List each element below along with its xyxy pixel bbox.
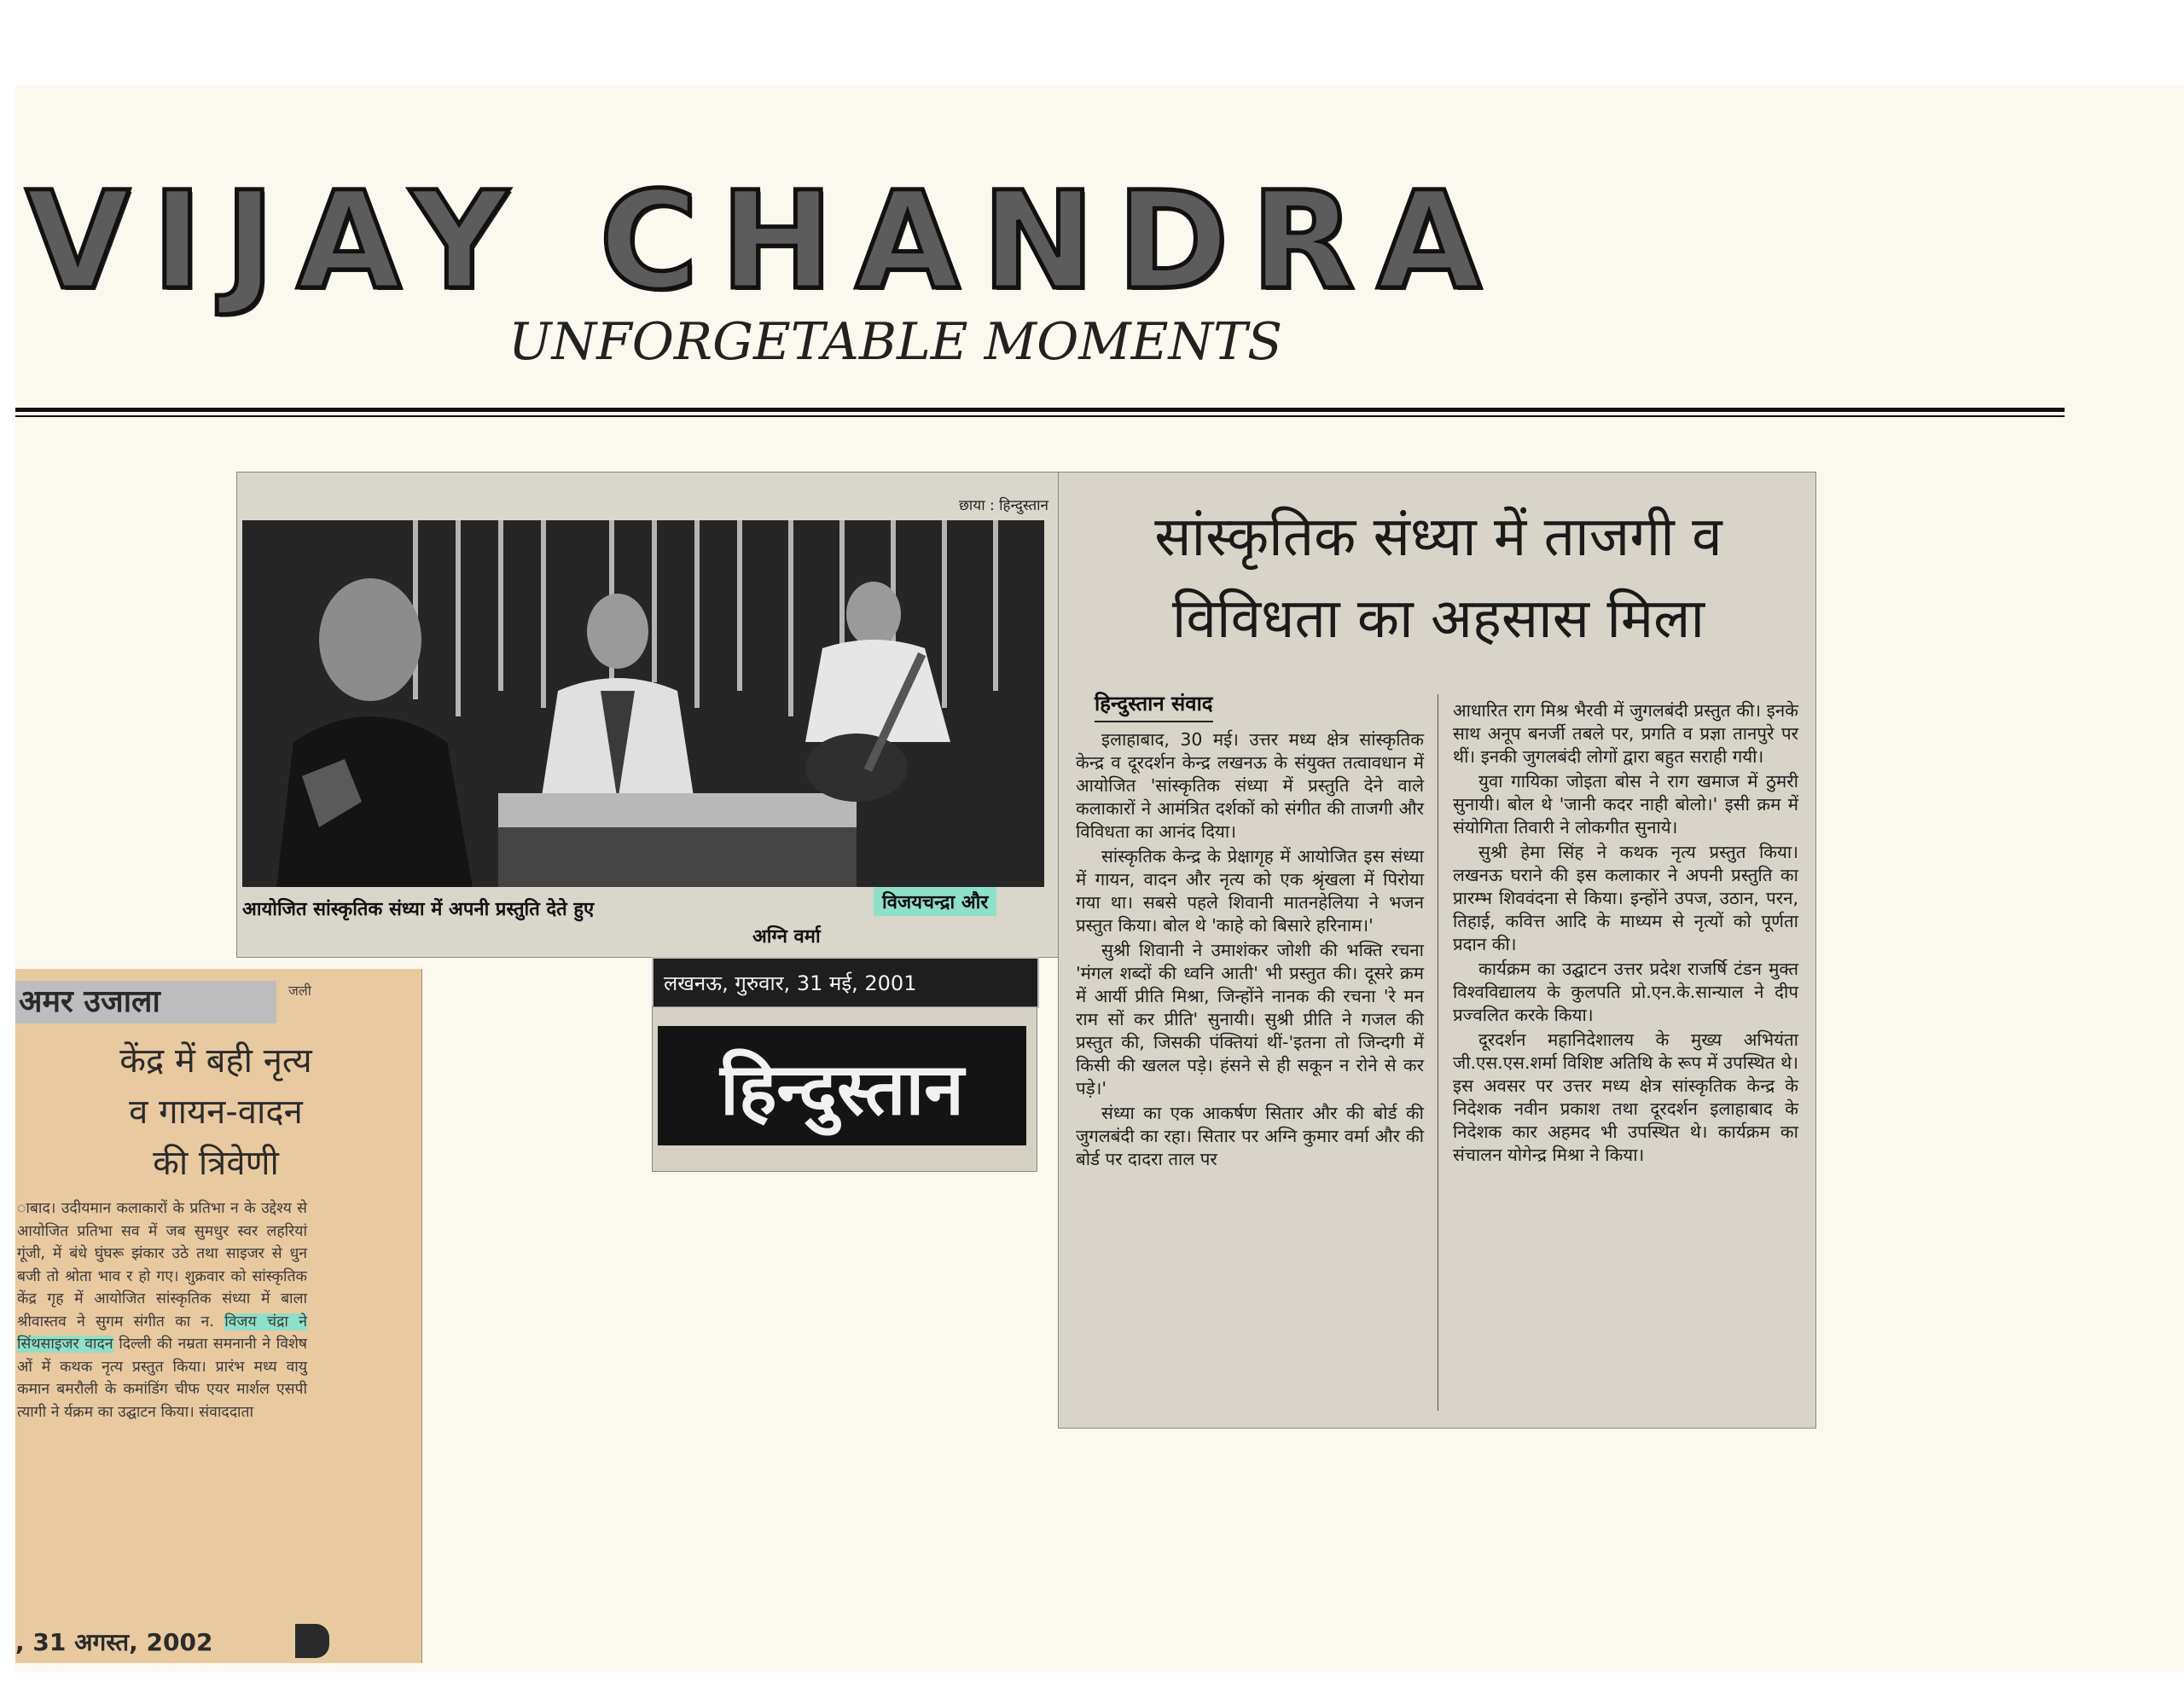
corner-text: जली <box>288 983 311 999</box>
paragraph: सुश्री शिवानी ने उमाशंकर जोशी की भक्ति रचना 'मंगल शब्दों की ध्वनि आती' भी प्रस्तुत की। दूसरे क्रम में आर्यी प्रीति मिश्रा, जिन्होंने नानक की रचना 'रे मन राम सों कर प्रीति' सुनायी। सुश्री प्रीति ने गजल की प्रस्तुत की, जिसकी पंक्तियां थीं-'इतना तो जिन्दगी में किसी की खलल पड़े। हंसने से ही सकून न रोने से कर पड़े।' <box>1076 940 1424 1099</box>
paragraph: दूरदर्शन महानिदेशालय के मुख्य अभियंता जी.एस.एस.शर्मा विशिष्ट अतिथि के रूप में उपस्थित थे। इस अवसर पर उत्तर मध्य क्षेत्र सांस्कृतिक केन्द्र के निदेशक नवीन प्रकाश तथा दूरदर्शन इलाहाबाद के निदेशक कार अहमद भी उपस्थित थे। कार्यक्रम का संचालन योगेन्द्र मिश्रा ने किया। <box>1453 1029 1798 1165</box>
logo-text: हिन्दुस्तान <box>720 1046 964 1131</box>
body-text: दिल्ली की नम्रता समनानी ने विशेष ओं में कथक नृत्य प्रस्तुत किया। प्रारंभ मध्य वायु कमान बमरौली के कमांडिंग चीफ एयर मार्शल एसपी त्यागी ने र्यक्रम का उद्घाटन किया। संवाददाता <box>17 1336 307 1421</box>
paragraph: आधारित राग मिश्र भैरवी में जुगलबंदी प्रस्तुत की। इनके साथ अनूप बनर्जी तबले पर, प्रगति व प्रज्ञा तानपुरे पर थीं। इनकी जुगलबंदी लोगों द्वारा बहुत सराही गयी। <box>1453 700 1798 767</box>
photo-clipping <box>236 472 1061 958</box>
stage-performers-illustration <box>242 520 1044 887</box>
amar-ujala-headline <box>15 1035 416 1189</box>
header-rule-thin <box>15 415 2065 417</box>
paragraph: युवा गायिका जोइता बोस ने राग खमाज में ठुमरी सुनायी। बोल थे 'जानी कदर नाही बोलो।' इसी क्रम में संयोगिता तिवारी ने लोकगीत सुनाये। <box>1453 771 1798 838</box>
amar-ujala-clipping <box>15 969 422 1663</box>
highlighted-text: विजय चंद्रा ने सिंथसाइजर वादन <box>17 1313 307 1353</box>
highlighted-name: विजयचन्द्रा और <box>874 887 996 916</box>
paragraph: इलाहाबाद, 30 मई। उत्तर मध्य क्षेत्र सांस्कृतिक केन्द्र व दूरदर्शन केन्द्र लखनऊ के संयुक्त तत्वावधान में आयोजित 'सांस्कृतिक संध्या में प्रस्तुति देने वाले कलाकारों ने आमंत्रित दर्शकों को संगीत की ताजगी और विविधता का आनंद दिया। <box>1076 729 1424 842</box>
photo-caption-line2: अग्नि वर्मा <box>752 926 821 948</box>
photo-caption: आयोजित सांस्कृतिक संध्या में अपनी प्रस्तुति देते हुए <box>242 899 595 920</box>
article-clipping <box>1058 472 1816 1429</box>
hindustan-logo <box>658 1026 1026 1145</box>
paragraph: संध्या का एक आकर्षण सितार और की बोर्ड की जुगलबंदी का रहा। सितार पर अग्नि कुमार वर्मा और की बोर्ड पर दादरा ताल पर <box>1076 1103 1424 1169</box>
headline-line-1: सांस्कृतिक संध्या में ताजगी व <box>1154 506 1722 569</box>
article-column-1 <box>1076 728 1424 1173</box>
dateline-clipping <box>652 957 1039 1008</box>
paragraph: सांस्कृतिक केन्द्र के प्रेक्षागृह में आयोजित इस संध्या में गायन, वादन और नृत्य को एक श्रृंखला में पिरोया गया था। सबसे पहले शिवानी मातनहेलिया ने भजन प्रस्तुत किया। बोल थे 'काहे को बिसारे हरिनाम।' <box>1076 846 1424 936</box>
headline-line-2: व गायन-वादन <box>129 1093 303 1132</box>
article-column-2 <box>1453 699 1798 1168</box>
amar-ujala-date: , 31 अगस्त, 2002 <box>15 1628 213 1656</box>
headline-line-2: विविधता का अहसास मिला <box>1171 588 1705 651</box>
page-tagline: UNFORGETABLE MOMENTS <box>508 312 1283 372</box>
clipping-tab-mark <box>295 1624 329 1658</box>
article-byline: हिन्दुस्तान संवाद <box>1095 689 1213 722</box>
amar-ujala-masthead: अमर उजाला <box>15 981 276 1023</box>
article-headline <box>1076 496 1801 660</box>
paragraph: सुश्री हेमा सिंह ने कथक नृत्य प्रस्तुत किया। लखनऊ घराने की इस कलाकार ने अपनी प्रस्तुति का प्रारम्भ शिववंदना से किया। इन्होंने उपज, उठान, परन, तिहाई, कवित्त आदि के माध्यम से नृत्यों को पूर्णता प्रदान की। <box>1453 842 1798 954</box>
header-rule-thick <box>15 408 2065 412</box>
newspaper-logo-clipping <box>652 1006 1037 1172</box>
amar-ujala-body <box>17 1197 307 1423</box>
photo-credit: छाया : हिन्दुस्तान <box>959 497 1048 514</box>
headline-line-1: केंद्र में बही नृत्य <box>119 1041 312 1081</box>
body-text: ाबाद। उदीयमान कलाकारों के प्रतिभा न के उद्देश्य से आयोजित प्रतिभा सव में जब सुमधुर स्वर लहरियां गूंजी, में बंधे घुंघरू झंकार उठे तथा साइजर से धुन बजी तो श्रोता भाव र हो गए। शुक्रवार को सांस्कृतिक केंद्र गृह में आयोजित सांस्कृतिक संध्या में बाला श्रीवास्तव ने सुगम संगीत का न. <box>17 1200 307 1330</box>
page-title: VIJAY CHANDRA <box>26 163 1504 320</box>
paragraph: कार्यक्रम का उद्घाटन उत्तर प्रदेश राजर्षि टंडन मुक्त विश्वविद्यालय के कुलपति प्रो.एन.के.सान्याल ने दीप प्रज्वलित करके किया। <box>1453 959 1798 1025</box>
dateline: लखनऊ, गुरुवार, 31 मई, 2001 <box>664 971 917 995</box>
performance-photo <box>242 520 1044 887</box>
headline-line-3: की त्रिवेणी <box>153 1144 279 1183</box>
